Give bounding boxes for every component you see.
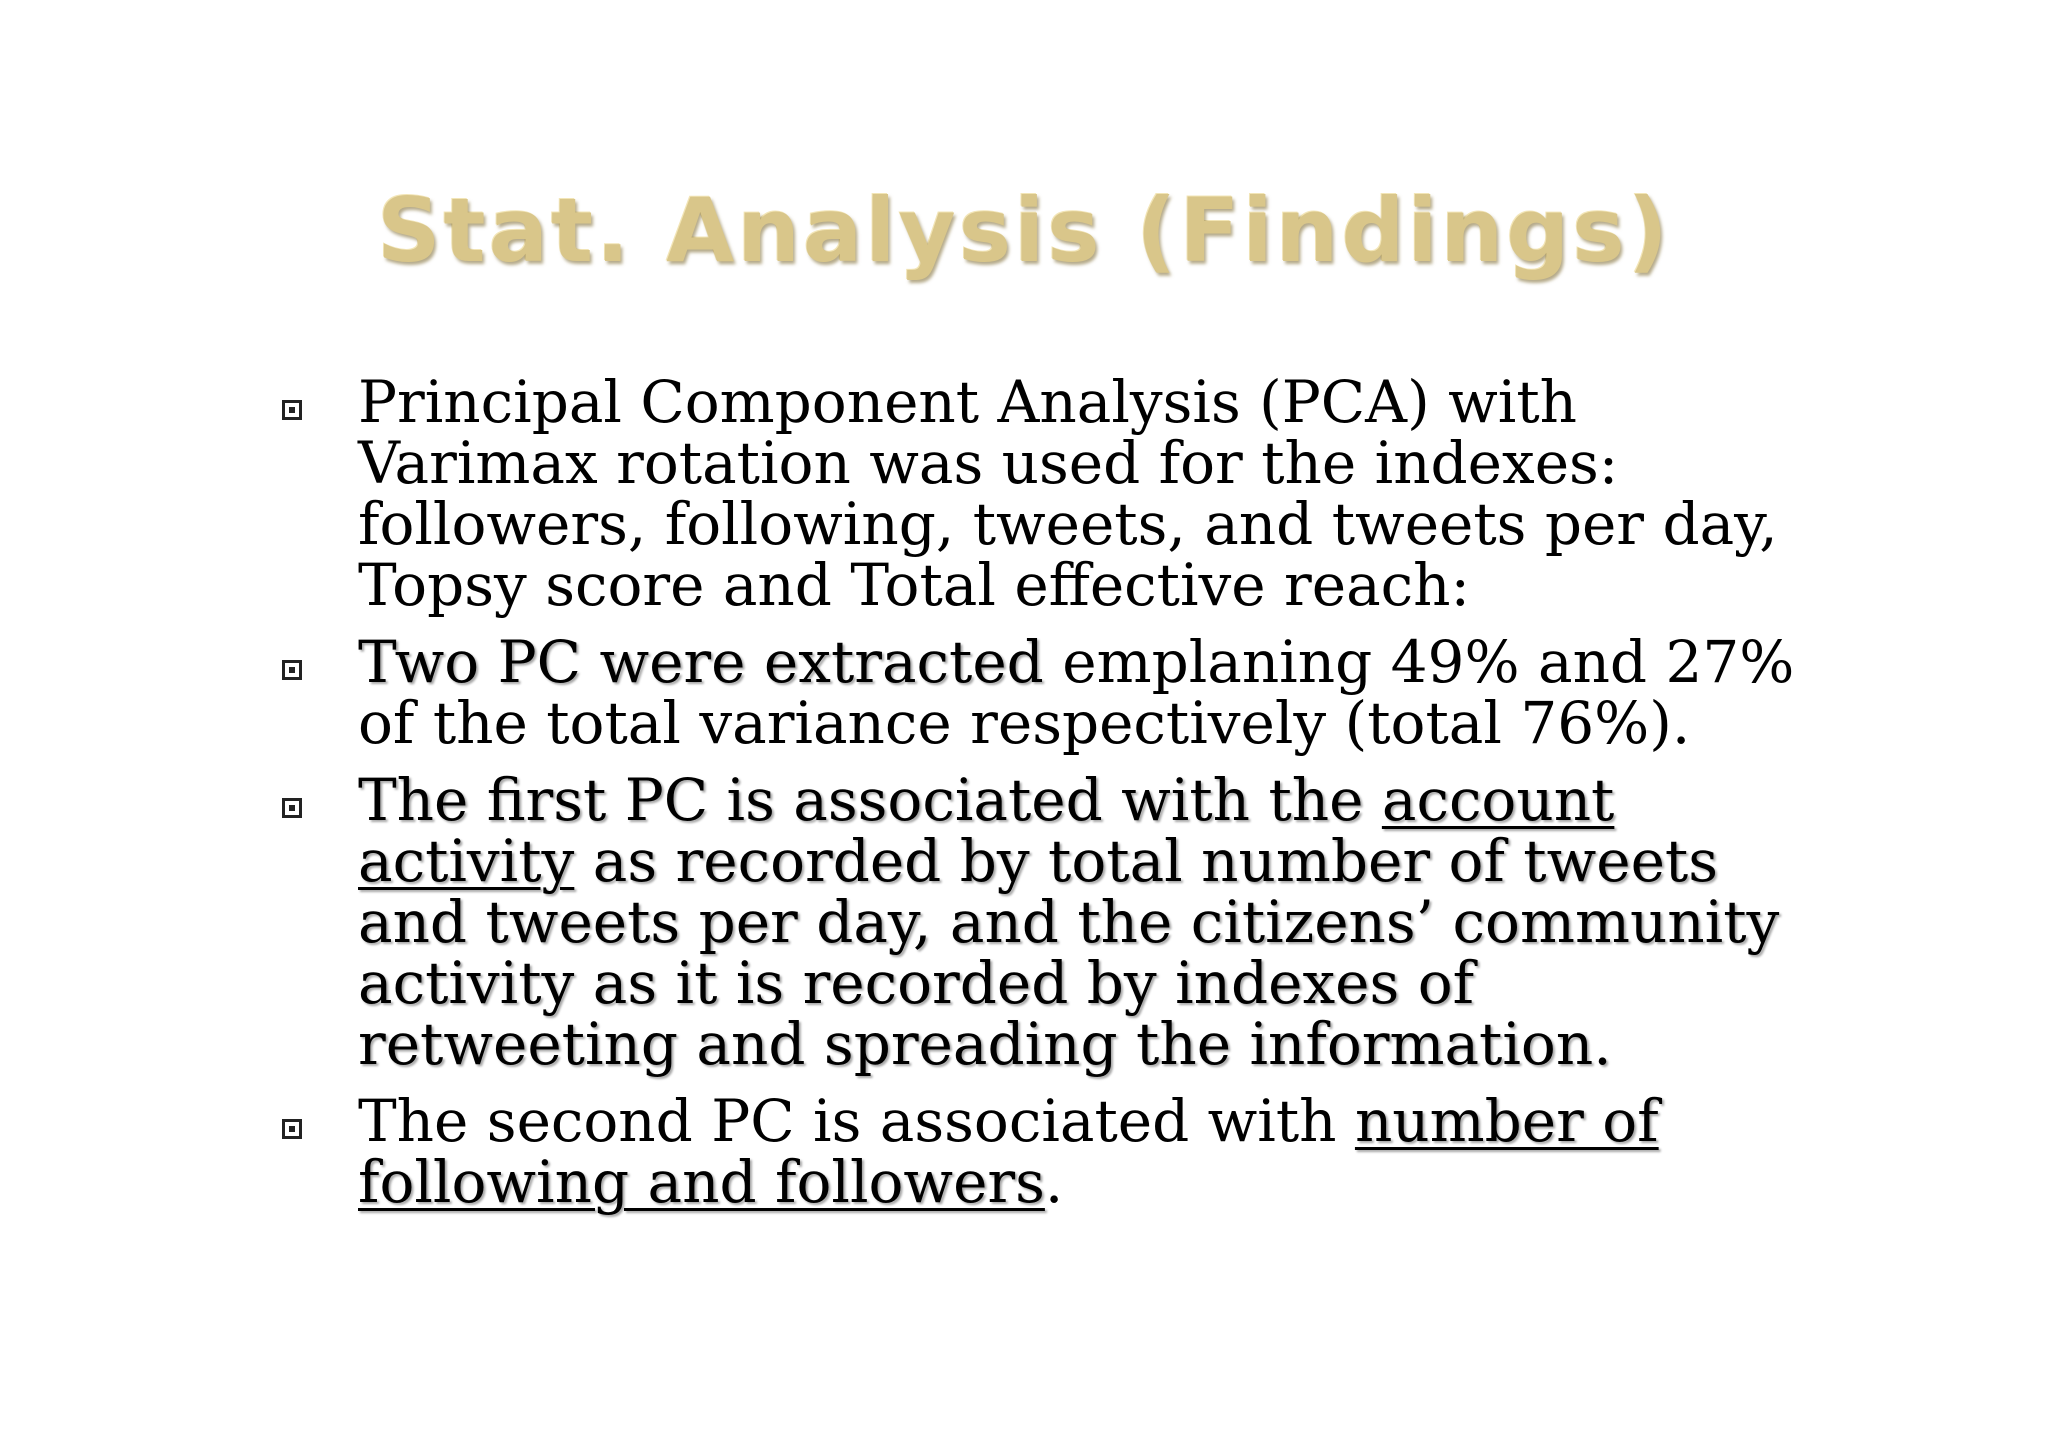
bullet-intro: The second PC is associated with (358, 1087, 1355, 1155)
bullet-pc-extracted (282, 628, 1802, 757)
square-bullet-icon (282, 660, 302, 680)
bullet-text: emplaning 49% and 27% of the total variance respectively (total 76%). (358, 628, 1795, 757)
bullet-end: . (1044, 1148, 1064, 1216)
bullet-underlined-term: account activity (358, 766, 1615, 895)
bullet-underlined-term: number of following and followers (358, 1087, 1659, 1216)
square-bullet-icon (282, 798, 302, 818)
bullet-intro: The first PC is associated with the (358, 766, 1382, 834)
bullet-text: Principal Component Analysis (PCA) with Varimax rotation was used for the indexes: followers, following, tweets, and tweets per day, Topsy score and Total effective reach: (358, 368, 1778, 619)
bullet-highlight: Two PC were extracted (358, 628, 1044, 696)
bullet-text: as recorded by total number of tweets and tweets per day, and the citizens’ community activity as it is recorded by indexes of retweeting and spreading the information. (358, 827, 1780, 1078)
bullet-first-pc (282, 766, 1802, 1078)
bullet-pca-method (282, 368, 1802, 619)
bullet-list (282, 368, 1802, 1229)
bullet-second-pc (282, 1087, 1802, 1216)
slide-title: Stat. Analysis (Findings) (377, 179, 1671, 282)
square-bullet-icon (282, 400, 302, 420)
square-bullet-icon (282, 1119, 302, 1139)
